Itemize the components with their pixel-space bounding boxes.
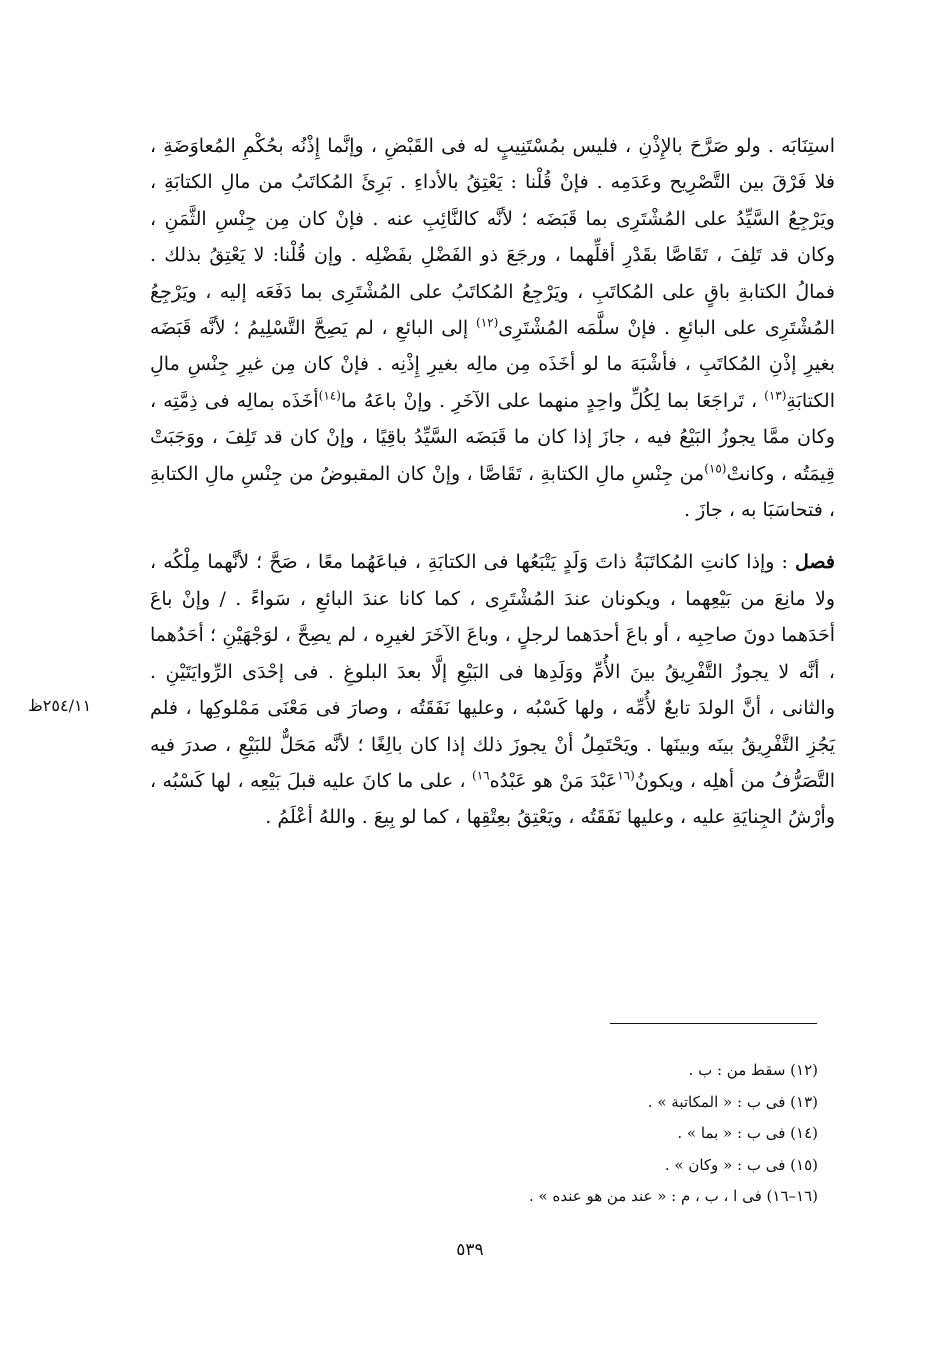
paragraph-2c-text: ، على ما كانَ عليه قبلَ بَيْعِه ، لها كَسْبُه ، وأرْشُ الجِنايَةِ عليه ، وعليها نَفَقَتُه ، ويَعْتِقُ بعِتْقِها ، كما لو بِيعَ . واللهُ أعْلَمُ . bbox=[150, 769, 835, 829]
footnote-15: (١٥) فى ب : « وكان » . bbox=[664, 1155, 818, 1174]
footnote-12: (١٢) سقط من : ب . bbox=[688, 1061, 818, 1079]
footnote-ref-16-close[interactable]: ١٦) bbox=[472, 768, 490, 783]
paragraph-1b-text: إلى البائعِ ، لم يَصِحَّ التَّسْلِيمُ ؛ لأنَّه قَبَضَه بغيرِ إذْنِ المُكاتَبِ ، فأشْبَهَ ما لو أخَذَه مِن مالِه بغيرِ إِذْنِه . فإنْ كان مِن غيرِ جِنْسِ مالِ الكتابَةِ bbox=[150, 317, 835, 412]
footnotes-block bbox=[420, 1055, 818, 1213]
footnote-14: (١٤) فى ب : « بما » . bbox=[677, 1124, 818, 1142]
paragraph-2b-text: عَبْدَ مَنْ هو عَبْدُه bbox=[489, 769, 618, 792]
footnote-ref-14[interactable]: (١٤) bbox=[318, 388, 341, 403]
main-text-block bbox=[150, 128, 835, 836]
paragraph-1c-text: ، تَراجَعَا بما لِكُلِّ واحِدٍ منهما على الآخَرِ . وإنْ باعَهُ ما bbox=[340, 389, 758, 412]
footnote-13: (١٣) فى ب : « المكاتبة » . bbox=[647, 1092, 818, 1111]
footnote-ref-13[interactable]: (١٣) bbox=[764, 388, 787, 403]
footnote-divider bbox=[610, 1023, 817, 1024]
body-paragraph-1 bbox=[150, 128, 835, 528]
paragraph-1-text: استِنَابَه . ولو صَرَّحَ بالإِذْنِ ، فليس بمُسْتَنِيبٍ له فى القَبْضِ ، وإنَّما إِذْنُه بحُكْمِ المُعاوَضَةِ ، فلا فَرْقَ بين التَّصْرِيح وعَدَمِه . فإنْ قُلْنا : يَعْتِقُ بالأداءِ . بَرِئَ المُكاتَبُ من مالِ الكتابَةِ ، ويَرْجِعُ السَّيِّدُ على المُشْتَرِى بما قَبَضَه ؛ لأنَّه كالنَّائِبِ عنه . فإنْ كان مِن جِنْسِ الثَّمَنِ ، وكان قد تَلِفَ ، تَقَاصَّا بقَدْرِ أقلِّهما ، ورجَعَ ذو الفَضْلِ بفَضْلِه . وإن قُلْنا: لا يَعْتِقُ بذلك . فمالُ الكتابةِ باقٍ على المُكاتَبِ ، ويَرْجِعُ المُكاتَبُ على المُشْتَرِى بما دَفَعَه إليه ، ويَرْجِعُ المُشْتَرِى على البائعِ . فإنْ سلَّمَه المُشْتَرِى bbox=[150, 135, 835, 340]
paragraph-1d-text: أخَذَه بمالِه فى ذِمَّتِه ، وكان ممَّا يجوزُ البَيْعُ فيه ، جازَ إذا كان ما قَبَضَه السَّيِّدُ باقِيًا ، وإنْ كان قد تَلِفَ ، ووَجَبَتْ قِيمَتُه ، وكانتْ bbox=[150, 389, 836, 485]
paragraph-2-text: : وإذا كانتِ المُكاتَبَةُ ذاتَ وَلَدٍ يَتْبَعُها فى الكتابَةِ ، فباعَهُما معًا ، صَحَّ ؛ لأنَّهما مِلْكُه ، ولا مانِعَ من بَيْعِهما ، ويكونان عندَ المُشْتَرِى ، كما كانا عندَ البائعِ ، سَواءً . / وإنْ باعَ أحَدَهما دونَ صاحِبِه ، أو باعَ أحدَهما لرجلٍ ، وباعَ الآخَرَ لغيرِه ، لم يصِحَّ ، لوَجْهَيْنِ ؛ أحَدُهما ، أنَّه لا يجوزُ التَّفْرِيقُ بينَ الأُمِّ ووَلَدِها فى البَيْعِ إلَّا بعدَ البلوغِ . فى إحْدَى الرِّوايَتَيْنِ . والثانى ، أنَّ الولدَ تابعٌ لأُمِّه ، ولها كَسْبُه ، وعليها نَفَقَتُه ، وصارَ فى مَعْنَى مَمْلوكِها ، فلم يَجُزِ التَّفْرِيقُ بينَه وبينَها . ويَحْتَمِلُ أنْ يجوزَ ذلك إذا كان بالِغًا ؛ لأنَّه مَحَلٌّ للبَيْعِ ، صدرَ فيه التَّصَرُّفُ من أهلِه ، ويكونُ bbox=[150, 551, 836, 792]
footnote-ref-16-open[interactable]: (١٦ bbox=[617, 768, 635, 783]
footnote-16: (١٦–١٦) فى ا ، ب ، م : « عند من هو عنده » . bbox=[529, 1187, 818, 1205]
paragraph-gap bbox=[150, 528, 835, 544]
footnote-ref-15[interactable]: (١٥) bbox=[704, 461, 727, 476]
body-paragraph-2 bbox=[150, 544, 835, 835]
manuscript-margin-note: ٢٥٤/١١ظ bbox=[28, 696, 92, 715]
footnote-ref-12[interactable]: (١٢) bbox=[476, 315, 499, 330]
paragraph-1e-text: من جِنْسِ مالِ الكتابةِ ، تَقَاصَّا ، وإنْ كان المقبوضُ من جِنْسِ مالِ الكتابةِ ، فتحاسَبَا به ، جازَ . bbox=[150, 462, 835, 522]
section-heading-fasl: فصل bbox=[795, 551, 835, 574]
page-number: ٥٣٩ bbox=[456, 1240, 484, 1260]
